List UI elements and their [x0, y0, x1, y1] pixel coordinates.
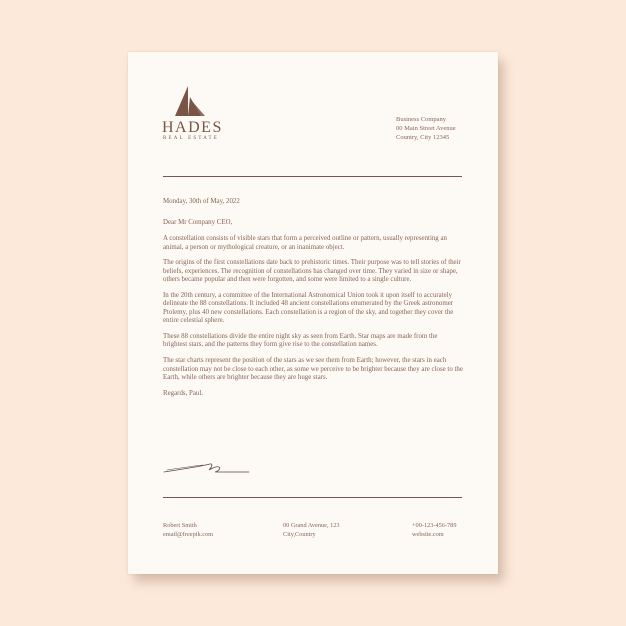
company-line-1: Business Company	[396, 116, 447, 123]
company-line-2: 00 Main Street Avenue	[396, 125, 456, 132]
header-divider	[163, 176, 462, 177]
paragraph-3: In the 20th century, a committee of the International Astronomical Union took it upon itself to accurately delineate the 88 constellations. It included 48 ancient constellations enumerated by the Greek astronomer Ptolemy, plus 40 new constellations. Each constellation is a region of the sky, and together they cover the entire celestial sphere.	[163, 292, 454, 325]
footer-street: 00 Grand Avenue, 123	[283, 522, 340, 529]
brand-subtitle: REAL ESTATE	[163, 136, 219, 141]
letter-date: Monday, 30th of May, 2022	[163, 198, 240, 205]
footer-contact	[163, 521, 213, 539]
brand-name: HADES	[162, 119, 223, 136]
letter-greeting: Dear Mr Company CEO,	[163, 219, 233, 227]
paragraph-4: These 88 constellations divide the entire night sky as seen from Earth. Star maps are made from the brightest stars, and the patterns they form give rise to the constellation names.	[163, 333, 438, 349]
letter-body	[163, 198, 463, 406]
letter-closing: Regards, Paul.	[163, 389, 203, 397]
footer-divider	[163, 497, 462, 498]
footer-phone-web	[412, 521, 456, 539]
signature	[163, 461, 253, 480]
sails-logo-icon	[175, 86, 205, 116]
signature-scribble	[163, 461, 253, 475]
paragraph-5: The star charts represent the position of the stars as we see them from Earth; however, the stars in each constellation may not be close to each other, as some we perceive to be brighter because they are close to the Earth, while others are brighter because they are huge stars.	[163, 357, 463, 382]
paragraph-1: A constellation consists of visible stars that form a perceived outline or pattern, usually representing an animal, a person or mythological creature, or an inanimate object.	[163, 235, 447, 251]
company-line-3: Country, City 12345	[396, 134, 450, 141]
contact-email[interactable]: email@freepik.com	[163, 531, 214, 538]
logo	[162, 86, 222, 116]
contact-name: Robert Smith	[163, 522, 197, 529]
footer-city: City,Country	[283, 531, 316, 538]
footer-phone: +00-123-456-789	[412, 522, 457, 529]
footer-website[interactable]: website.com	[412, 531, 444, 538]
letterhead-page	[128, 52, 498, 574]
company-address	[396, 115, 456, 142]
paragraph-2: The origins of the first constellations date back to prehistoric times. Their purpose was to tell stories of their beliefs, experiences. The recognition of constellations has changed over time. They varied in size or shape, others became popular and then were forgotten, and some were limited to a single culture.	[163, 259, 461, 284]
footer-address	[283, 521, 340, 539]
